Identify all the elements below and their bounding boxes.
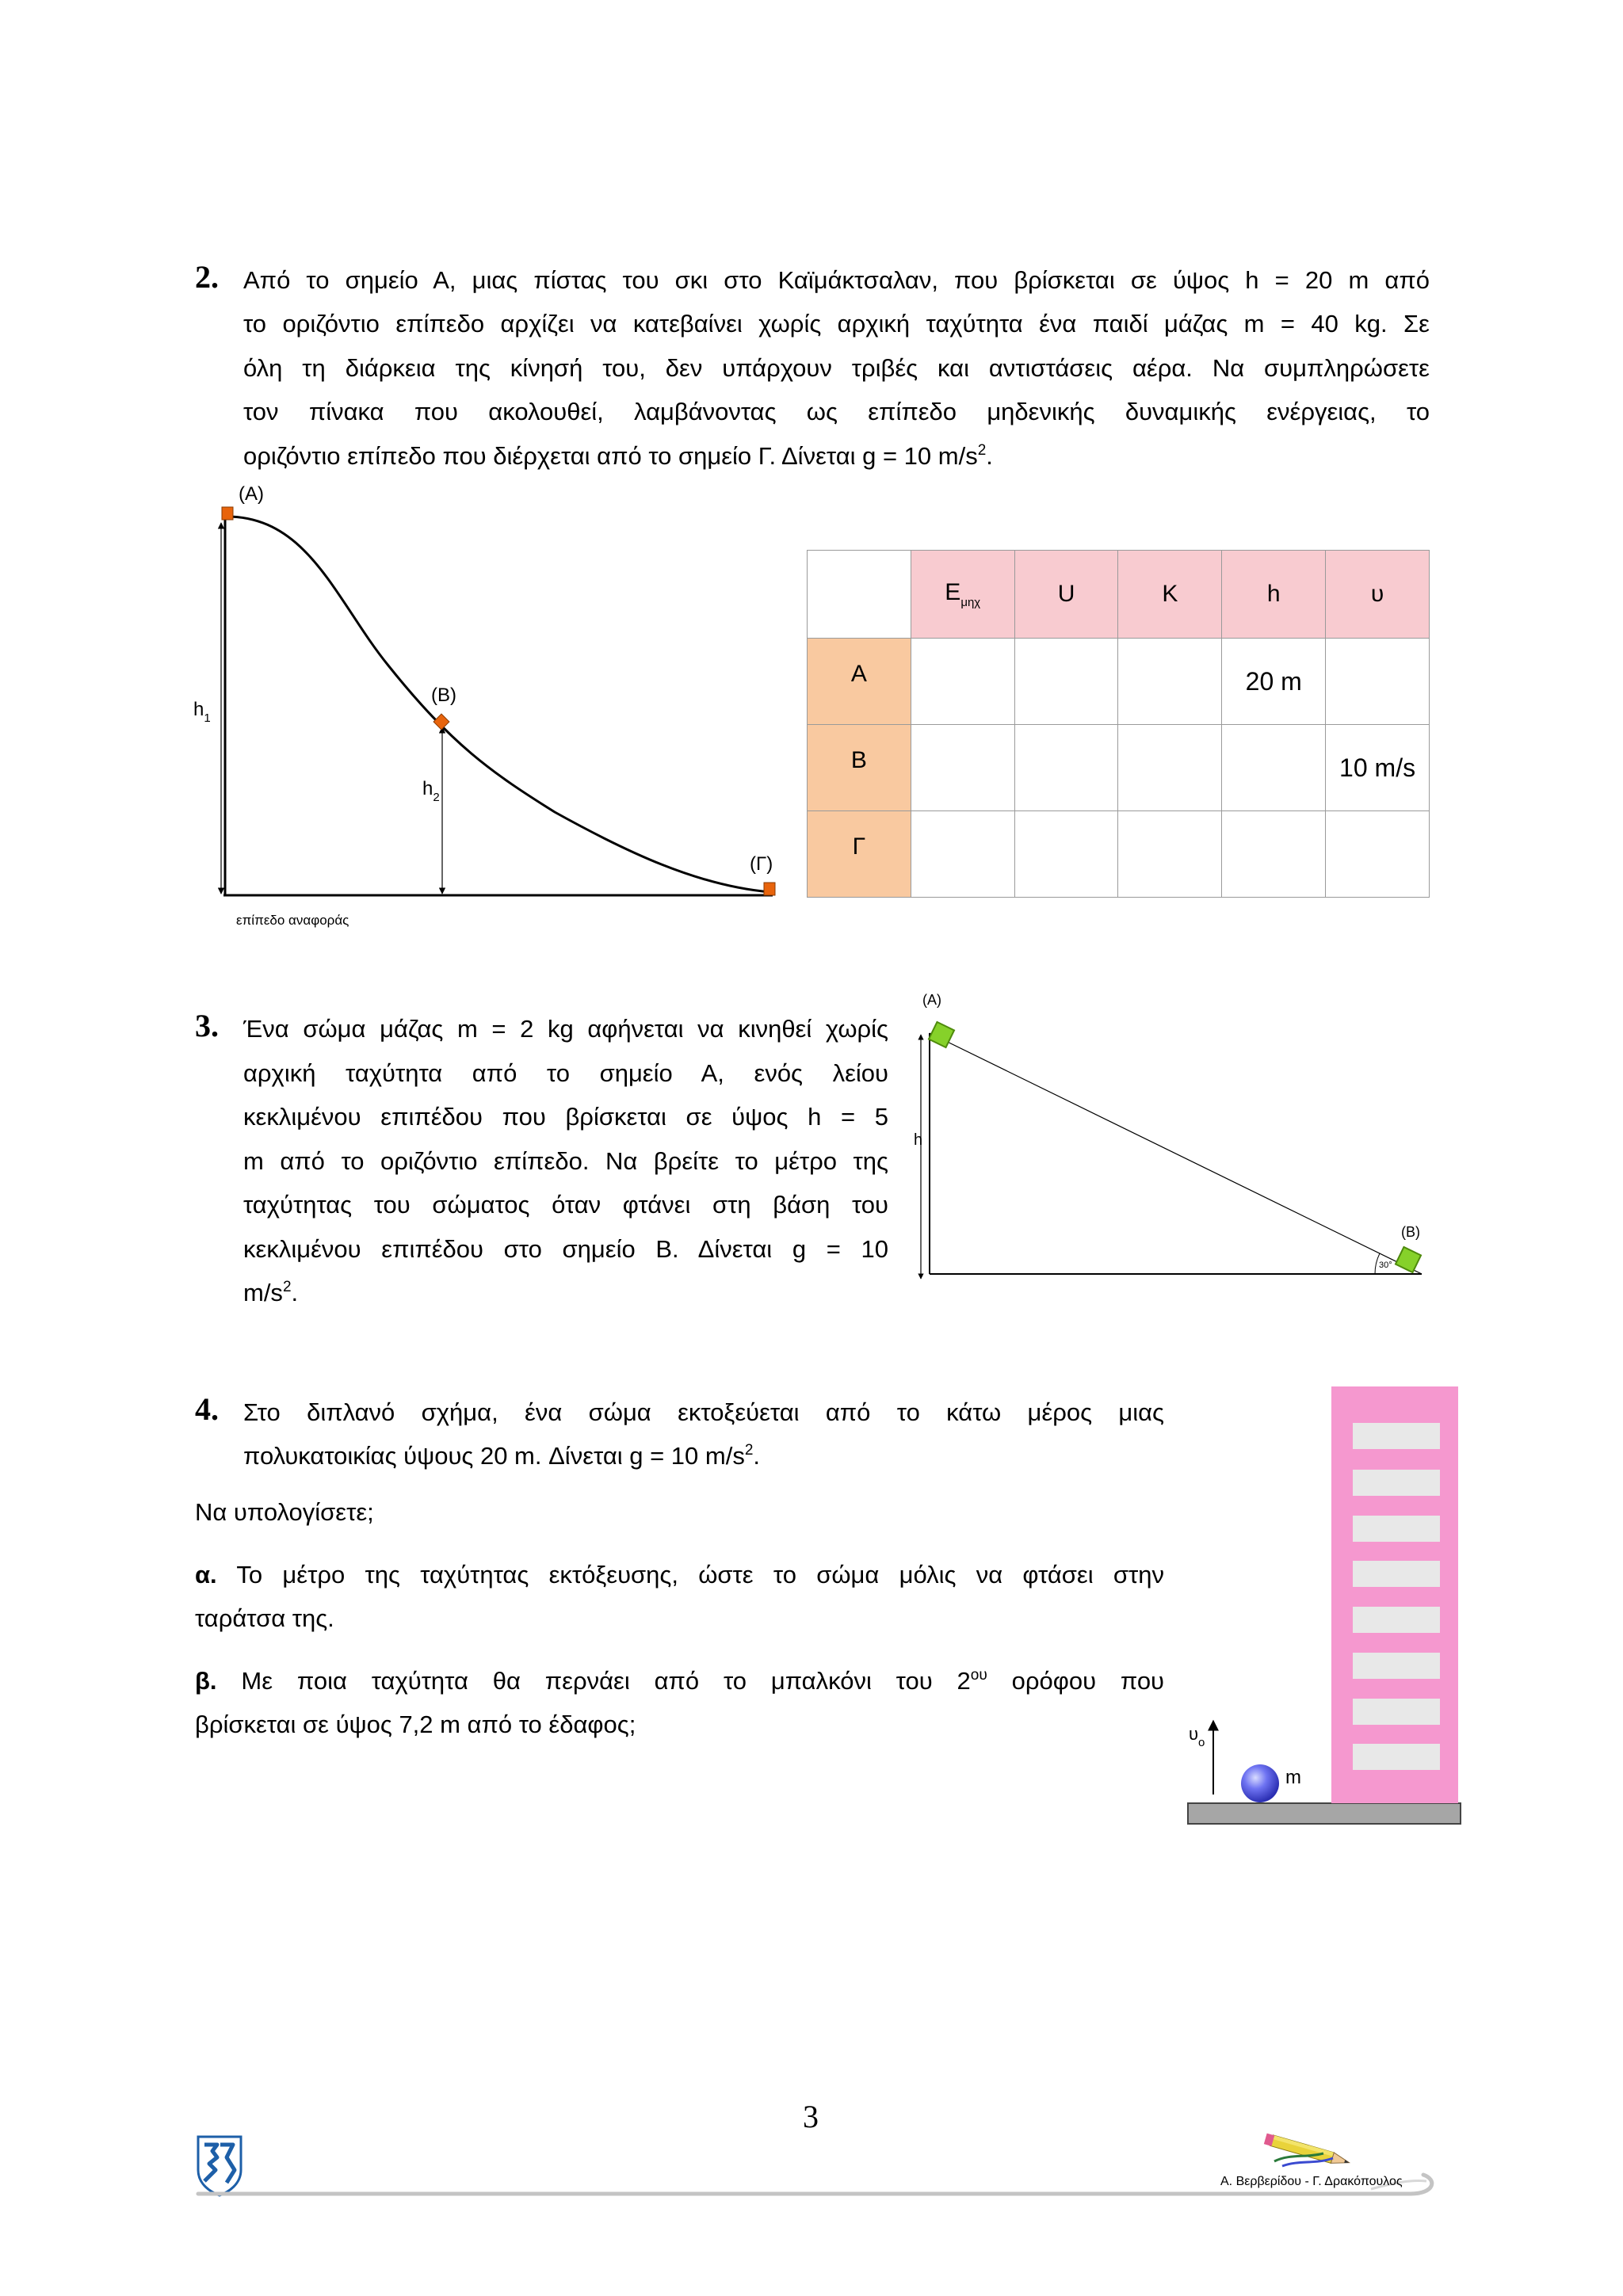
problem-2-line-5 — [243, 434, 1430, 479]
problem-4-prompt: Να υπολογίσετε; — [195, 1498, 374, 1526]
problem-4-line-2-sup: 2 — [744, 1442, 754, 1459]
point-c-marker — [764, 883, 775, 895]
table-cell: 20 m — [1222, 639, 1326, 725]
table-cell — [1014, 811, 1118, 898]
point-a-marker — [222, 507, 233, 520]
energy-table — [807, 550, 1430, 898]
problem-4-part-b-line-1 — [195, 1659, 1164, 1703]
problem-3-number: 3. — [195, 1008, 219, 1043]
problem-4-part-a-line-1 — [195, 1553, 1164, 1597]
problem-2-line-5-sup: 2 — [977, 442, 987, 459]
problem-3-line-7 — [243, 1271, 888, 1315]
v0-subscript: ο — [1198, 1736, 1205, 1749]
table-cell — [911, 639, 1014, 725]
reference-plane-label: επίπεδο αναφοράς — [236, 913, 349, 928]
problem-2-line-5-end: . — [986, 442, 993, 470]
table-header-h: h — [1222, 551, 1326, 639]
problem-3-line-1: Ένα σώμα μάζας m = 2 kg αφήνεται να κινηθεί χωρίς — [243, 1015, 888, 1043]
table-row — [808, 725, 1430, 811]
problem-4-part-a-line-2: ταράτσα της. — [195, 1604, 334, 1632]
building-window — [1353, 1653, 1440, 1679]
velocity-label — [1189, 1724, 1205, 1749]
table-cell: 10 m/s — [1326, 725, 1430, 811]
problem-4-line-2-end: . — [753, 1442, 761, 1470]
footer-authors: Α. Βερβερίδου - Γ. Δρακόπουλος — [1220, 2175, 1403, 2188]
ski-slope-diagram — [182, 475, 800, 935]
slope-label-h2 — [422, 778, 440, 804]
table-cell — [1326, 811, 1430, 898]
incline-label-h: h — [914, 1131, 923, 1149]
building-diagram — [1181, 1379, 1466, 1830]
problem-2-line-1: Από το σημείο Α, μιας πίστας του σκι στο Καϊμάκτσαλαν, που βρίσκεται σε ύψος h = 20 m από — [243, 266, 1430, 294]
h1-letter: h — [193, 699, 204, 720]
incline-angle-label: 30° — [1379, 1261, 1392, 1270]
part-a-label: α. — [195, 1561, 217, 1589]
table-header-k: K — [1118, 551, 1222, 639]
problem-2-line-5-text: οριζόντιο επίπεδο που διέρχεται από το σημείο Γ. Δίνεται g = 10 m/s — [243, 442, 978, 470]
building-window — [1353, 1516, 1440, 1542]
incline-diagram — [903, 982, 1458, 1291]
problem-3-line-3: κεκλιμένου επιπέδου που βρίσκεται σε ύψος h = 5 — [243, 1103, 888, 1131]
page-number: 3 — [803, 2099, 819, 2134]
table-row-label: Β — [808, 725, 911, 811]
v0-letter: υ — [1189, 1724, 1199, 1744]
problem-4-number: 4. — [195, 1391, 219, 1427]
building-window — [1353, 1470, 1440, 1496]
ground — [1188, 1803, 1461, 1824]
problem-3-line-4: m από το οριζόντιο επίπεδο. Να βρείτε το μέτρο της — [243, 1147, 888, 1175]
building-window — [1353, 1561, 1440, 1587]
table-cell — [1222, 725, 1326, 811]
problem-4-part-b-line-2: βρίσκεται σε ύψος 7,2 m από το έδαφος; — [195, 1711, 636, 1738]
incline-block-b — [1396, 1247, 1421, 1272]
problem-4-line-1: Στο διπλανό σχήμα, ένα σώμα εκτοξεύεται από το κάτω μέρος μιας — [243, 1398, 1164, 1426]
problem-2-number: 2. — [195, 259, 219, 295]
slope-label-a: (Α) — [239, 483, 264, 505]
slope-label-h1 — [193, 699, 211, 725]
h1-subscript: 1 — [204, 711, 211, 725]
part-a-text: Το μέτρο της ταχύτητας εκτόξευσης, ώστε το σώμα μόλις να φτάσει στην — [236, 1561, 1164, 1589]
table-cell — [1118, 725, 1222, 811]
slope-curve — [227, 517, 770, 892]
table-cell — [911, 811, 1014, 898]
ball — [1241, 1764, 1279, 1802]
table-header-u: U — [1014, 551, 1118, 639]
slope-label-b: (Β) — [431, 685, 456, 706]
problem-3-line-7-text: m/s — [243, 1279, 283, 1306]
building-window — [1353, 1744, 1440, 1770]
problem-2-line-3: όλη τη διάρκεια της κίνησή του, δεν υπάρχουν τριβές και αντιστάσεις αέρα. Να συμπληρώσετε — [243, 354, 1430, 382]
slope-label-c: (Γ) — [750, 853, 773, 875]
table-header-v: υ — [1326, 551, 1430, 639]
problem-3-line-7-end: . — [291, 1279, 299, 1306]
table-cell — [1118, 811, 1222, 898]
problem-2-line-4: τον πίνακα που ακολουθεί, λαμβάνοντας ως επίπεδο μηδενικής δυναμικής ενέργειας, το — [243, 398, 1430, 425]
problem-3-line-6: κεκλιμένου επιπέδου στο σημείο Β. Δίνεται g = 10 — [243, 1235, 888, 1263]
part-b-label: β. — [195, 1667, 217, 1695]
pencil-icon — [1258, 2130, 1369, 2177]
table-cell — [1326, 639, 1430, 725]
table-cell — [1222, 811, 1326, 898]
table-cell — [1014, 639, 1118, 725]
table-cell — [911, 725, 1014, 811]
table-row-label: Α — [808, 639, 911, 725]
building-window — [1353, 1607, 1440, 1633]
point-b-marker — [433, 714, 449, 730]
table-row — [808, 639, 1430, 725]
building-window — [1353, 1699, 1440, 1725]
incline-hypotenuse — [930, 1033, 1422, 1274]
incline-label-a: (Α) — [922, 992, 941, 1008]
table-corner-cell — [808, 551, 911, 639]
problem-4-line-2 — [243, 1434, 1164, 1478]
table-header-emech: $E_{\mu\eta\chi}$ — [911, 551, 1014, 639]
h2-subscript: 2 — [433, 791, 440, 804]
problem-3-line-2: αρχική ταχύτητα από το σημείο Α, ενός λείου — [243, 1059, 888, 1087]
problem-2-line-2: το οριζόντιο επίπεδο αρχίζει να κατεβαίνει χωρίς αρχική ταχύτητα ένα παιδί μάζας m = 40 kg. Σε — [243, 310, 1430, 338]
table-row-label: Γ — [808, 811, 911, 898]
part-b-text-end: ορόφου που — [1011, 1667, 1165, 1695]
problem-3-line-7-sup: 2 — [282, 1279, 292, 1295]
part-b-text-start: Με ποια ταχύτητα θα περνάει από το μπαλκόνι του 2 — [241, 1667, 971, 1695]
problem-3-line-5: ταχύτητας του σώματος όταν φτάνει στη βάση του — [243, 1191, 888, 1219]
part-b-sup: ου — [970, 1667, 987, 1684]
table-cell — [1014, 725, 1118, 811]
h2-letter: h — [422, 778, 433, 799]
table-cell — [1118, 639, 1222, 725]
incline-label-b: (Β) — [1401, 1224, 1420, 1240]
problem-4-line-2-text: πολυκατοικίας ύψους 20 m. Δίνεται g = 10 m/s — [243, 1442, 745, 1470]
table-row — [808, 811, 1430, 898]
mass-label: m — [1285, 1767, 1301, 1788]
building-window — [1353, 1423, 1440, 1449]
